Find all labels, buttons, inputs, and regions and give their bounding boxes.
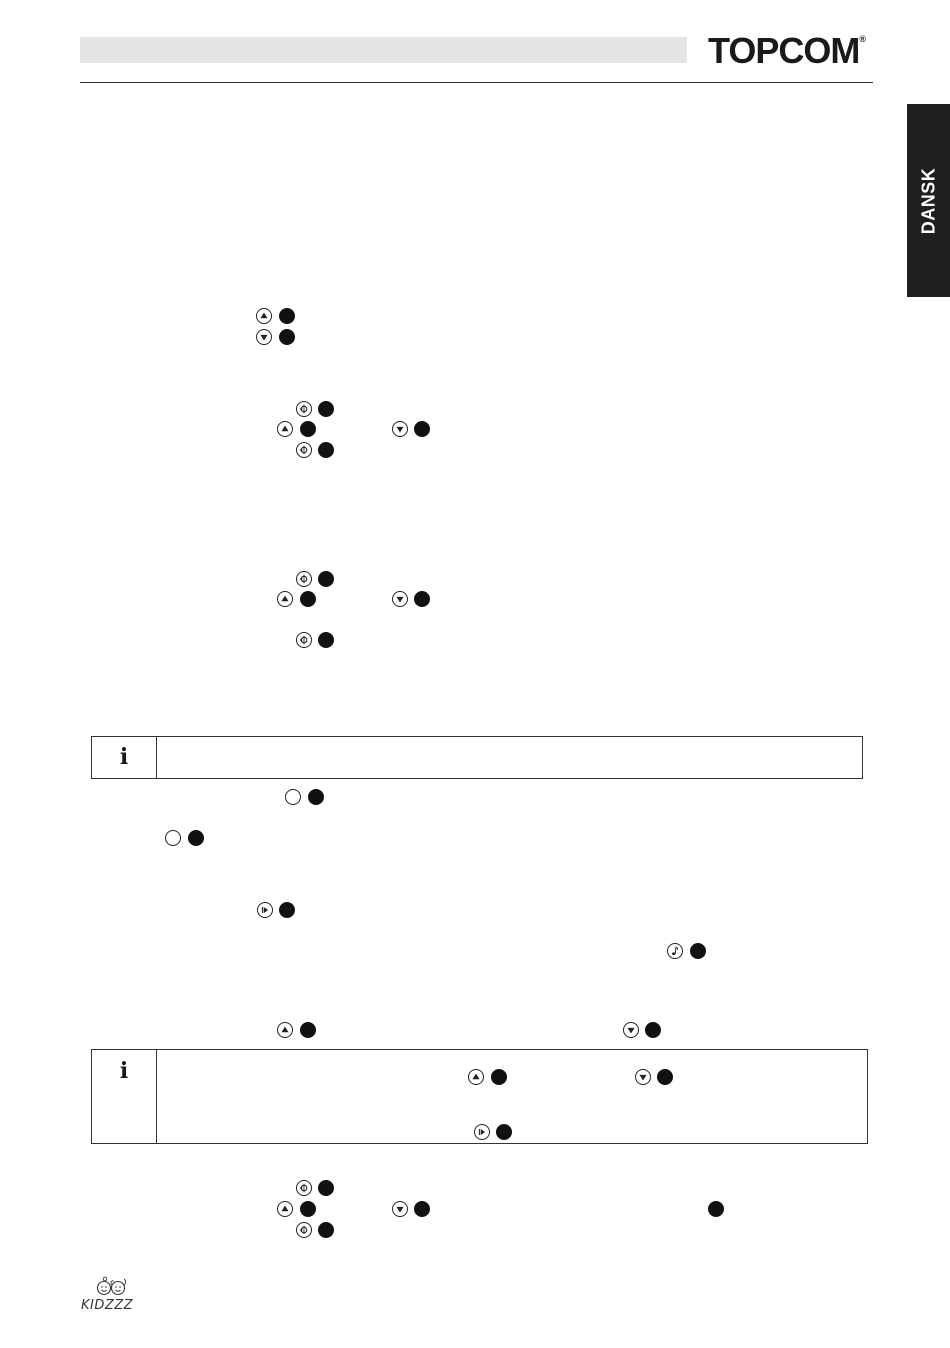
reference-marker xyxy=(645,1022,661,1038)
up-arrow-icon xyxy=(277,591,293,607)
blank-circle-icon xyxy=(165,830,181,846)
down-arrow-icon xyxy=(392,421,408,437)
blank-circle-icon xyxy=(285,789,301,805)
play-icon xyxy=(474,1124,490,1140)
reference-marker xyxy=(414,421,430,437)
header-bar xyxy=(80,37,687,63)
topcom-logo xyxy=(708,30,866,72)
menu-enter-icon xyxy=(296,571,312,587)
reference-marker xyxy=(318,571,334,587)
info-icon: i xyxy=(119,744,129,770)
down-arrow-icon xyxy=(635,1069,651,1085)
reference-marker xyxy=(657,1069,673,1085)
up-arrow-icon xyxy=(277,1201,293,1217)
kidzzz-logo-graphic xyxy=(80,1275,152,1315)
reference-marker xyxy=(414,1201,430,1217)
up-arrow-icon xyxy=(277,421,293,437)
down-arrow-icon xyxy=(623,1022,639,1038)
menu-enter-icon xyxy=(296,1180,312,1196)
down-arrow-icon xyxy=(256,329,272,345)
reference-marker xyxy=(496,1124,512,1140)
kidzzz-logo xyxy=(80,1275,152,1315)
reference-marker xyxy=(300,421,316,437)
info-icon-cell xyxy=(92,737,157,778)
svg-text:KIDZZZ: KIDZZZ xyxy=(81,1298,134,1313)
reference-marker xyxy=(318,1180,334,1196)
info-icon-cell xyxy=(92,1050,157,1143)
reference-marker xyxy=(318,401,334,417)
reference-marker xyxy=(708,1201,724,1217)
up-arrow-icon xyxy=(468,1069,484,1085)
info-icon: i xyxy=(119,1058,129,1084)
menu-enter-icon xyxy=(296,1222,312,1238)
down-arrow-icon xyxy=(392,1201,408,1217)
info-note-box xyxy=(91,736,863,779)
reference-marker xyxy=(308,789,324,805)
reference-marker xyxy=(491,1069,507,1085)
reference-marker xyxy=(188,830,204,846)
up-arrow-icon xyxy=(256,308,272,324)
reference-marker xyxy=(279,308,295,324)
brand-name: TOPCOM xyxy=(708,30,860,71)
reference-marker xyxy=(318,632,334,648)
reference-marker xyxy=(279,902,295,918)
reference-marker xyxy=(690,943,706,959)
play-icon xyxy=(257,902,273,918)
down-arrow-icon xyxy=(392,591,408,607)
header-divider xyxy=(80,82,873,83)
reference-marker xyxy=(300,1201,316,1217)
reference-marker xyxy=(300,1022,316,1038)
up-arrow-icon xyxy=(277,1022,293,1038)
reference-marker xyxy=(318,1222,334,1238)
language-tab xyxy=(907,104,950,297)
menu-enter-icon xyxy=(296,632,312,648)
reference-marker xyxy=(414,591,430,607)
registered-mark: ® xyxy=(859,34,866,44)
menu-enter-icon xyxy=(296,442,312,458)
reference-marker xyxy=(300,591,316,607)
reference-marker xyxy=(279,329,295,345)
menu-enter-icon xyxy=(296,401,312,417)
music-note-icon xyxy=(667,943,683,959)
language-tab-label: DANSK xyxy=(918,167,938,234)
reference-marker xyxy=(318,442,334,458)
